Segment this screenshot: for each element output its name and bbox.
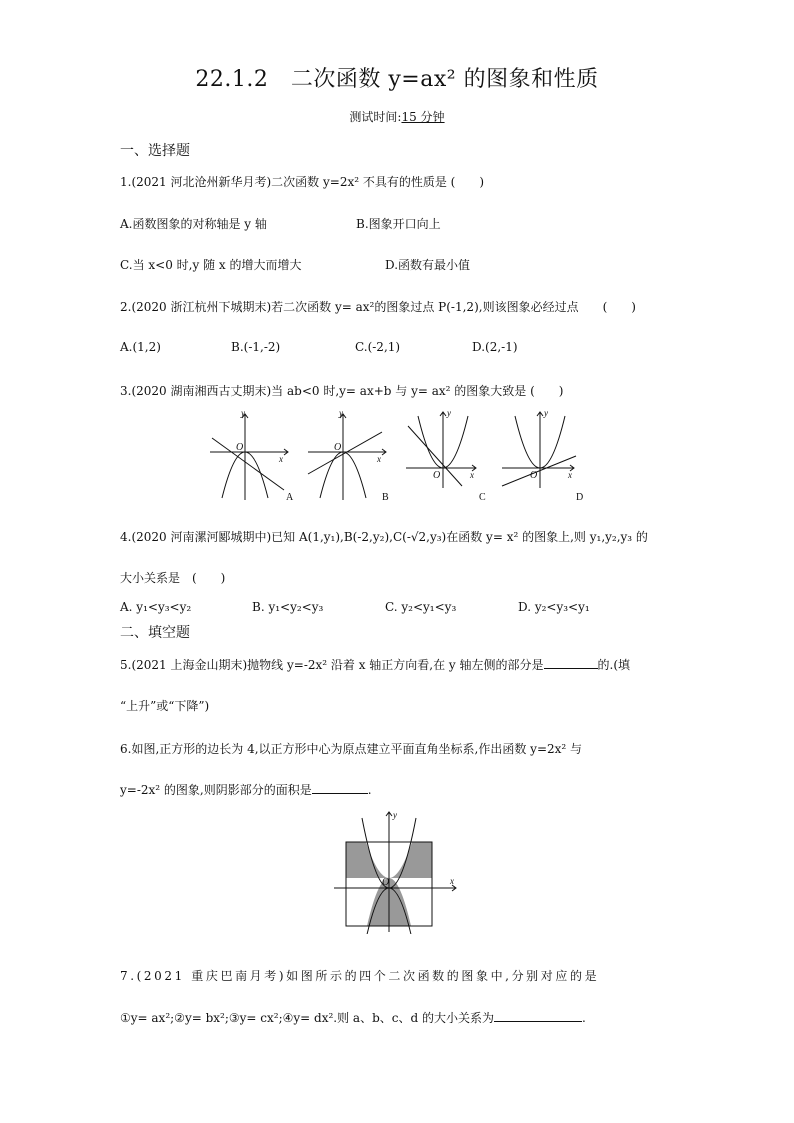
test-time-value: 15 分钟 bbox=[401, 110, 445, 124]
graph-c-label: C bbox=[479, 492, 486, 503]
graph-b-label: B bbox=[382, 492, 389, 503]
question-2-option-a: A.(1,2) bbox=[120, 340, 161, 354]
q6-x-label: x bbox=[450, 876, 454, 886]
question-5-blank[interactable] bbox=[544, 657, 598, 669]
graph-a-label: A bbox=[286, 492, 294, 503]
question-1-option-c: C.当 x<0 时,y 随 x 的增大而增大 bbox=[120, 258, 302, 272]
graph-a-y-label: y bbox=[241, 408, 245, 418]
graph-d bbox=[502, 412, 576, 488]
graph-d-origin: O bbox=[530, 470, 538, 481]
question-5-line-2: “上升”或“下降”) bbox=[120, 699, 210, 713]
section-choice-heading: 一、选择题 bbox=[120, 143, 190, 159]
question-4-option-d: D. y₂<y₃<y₁ bbox=[518, 600, 590, 614]
shaded-upper-left bbox=[346, 842, 389, 878]
question-5-line-1 bbox=[120, 656, 630, 673]
q6-origin: O bbox=[382, 877, 390, 888]
question-7-blank[interactable] bbox=[494, 1010, 582, 1022]
graph-b-line bbox=[308, 432, 382, 474]
question-6-blank[interactable] bbox=[312, 782, 368, 794]
question-6-figure bbox=[330, 808, 460, 934]
graph-a bbox=[210, 414, 288, 500]
page-title: 22.1.2 二次函数 y=ax² 的图象和性质 bbox=[195, 67, 599, 92]
shaded-upper-right bbox=[389, 842, 432, 878]
question-2-option-b: B.(-1,-2) bbox=[231, 340, 281, 354]
graph-a-origin: O bbox=[236, 442, 244, 453]
question-4-option-a: A. y₁<y₃<y₂ bbox=[120, 600, 192, 614]
test-time-label: 测试时间: bbox=[349, 110, 402, 124]
question-5-text: 5.(2021 上海金山期末)抛物线 y=-2x² 沿着 x 轴正方向看,在 y 轴左侧的部分是 bbox=[120, 658, 544, 672]
question-1-option-d: D.函数有最小值 bbox=[385, 258, 471, 272]
graph-b-origin: O bbox=[334, 442, 342, 453]
question-6-text-end: . bbox=[367, 783, 372, 797]
question-7-text: ①y= ax²;②y= bx²;③y= cx²;④y= dx².则 a、b、c、d 的大小关系为 bbox=[120, 1011, 494, 1025]
question-2-option-d: D.(2,-1) bbox=[472, 340, 518, 354]
question-7-line-1: 7.(2021 重庆巴南月考)如图所示的四个二次函数的图象中,分别对应的是 bbox=[120, 969, 600, 983]
question-3-graphs bbox=[200, 408, 600, 504]
question-1-stem: 1.(2021 河北沧州新华月考)二次函数 y=2x² 不具有的性质是 ( ) bbox=[120, 175, 485, 189]
question-1-option-a: A.函数图象的对称轴是 y 轴 bbox=[120, 217, 267, 231]
question-4-stem-2: 大小关系是 ( ) bbox=[120, 571, 226, 585]
q6-y-label: y bbox=[393, 810, 397, 820]
graph-b-y-label: y bbox=[339, 408, 343, 418]
question-1-option-b: B.图象开口向上 bbox=[356, 217, 441, 231]
graph-a-line bbox=[212, 438, 284, 490]
graph-c-origin: O bbox=[433, 470, 441, 481]
question-5-text-end: 的.(填 bbox=[597, 658, 631, 672]
question-3-stem: 3.(2020 湖南湘西古丈期末)当 ab<0 时,y= ax+b 与 y= ax² 的图象大致是 ( ) bbox=[120, 384, 564, 398]
question-4-option-c: C. y₂<y₁<y₃ bbox=[385, 600, 457, 614]
graph-d-label: D bbox=[576, 492, 584, 503]
graph-c-x-label: x bbox=[470, 470, 474, 480]
question-4-option-b: B. y₁<y₂<y₃ bbox=[252, 600, 324, 614]
question-4-stem: 4.(2020 河南漯河郾城期中)已知 A(1,y₁),B(-2,y₂),C(-√2,y₃)在函数 y= x² 的图象上,则 y₁,y₂,y₃ 的 bbox=[120, 530, 648, 544]
question-6-line-1: 6.如图,正方形的边长为 4,以正方形中心为原点建立平面直角坐标系,作出函数 y=2x² 与 bbox=[120, 742, 583, 756]
graph-c bbox=[406, 412, 476, 488]
question-7-line-2 bbox=[120, 1009, 586, 1026]
question-7-text-end: . bbox=[582, 1011, 586, 1025]
graph-d-line bbox=[502, 456, 576, 486]
graph-d-x-label: x bbox=[568, 470, 572, 480]
question-2-stem: 2.(2020 浙江杭州下城期末)若二次函数 y= ax²的图象过点 P(-1,2),则该图象必经过点 ( ) bbox=[120, 300, 636, 314]
question-6-text: y=-2x² 的图象,则阴影部分的面积是 bbox=[120, 783, 312, 797]
question-6-line-2 bbox=[120, 781, 372, 798]
graph-c-y-label: y bbox=[447, 408, 451, 418]
question-2-option-c: C.(-2,1) bbox=[355, 340, 401, 354]
section-fill-heading: 二、填空题 bbox=[120, 625, 190, 641]
graph-b-x-label: x bbox=[377, 454, 381, 464]
graph-d-y-label: y bbox=[544, 408, 548, 418]
graph-b bbox=[308, 414, 386, 500]
graph-a-x-label: x bbox=[279, 454, 283, 464]
test-time bbox=[0, 108, 794, 125]
